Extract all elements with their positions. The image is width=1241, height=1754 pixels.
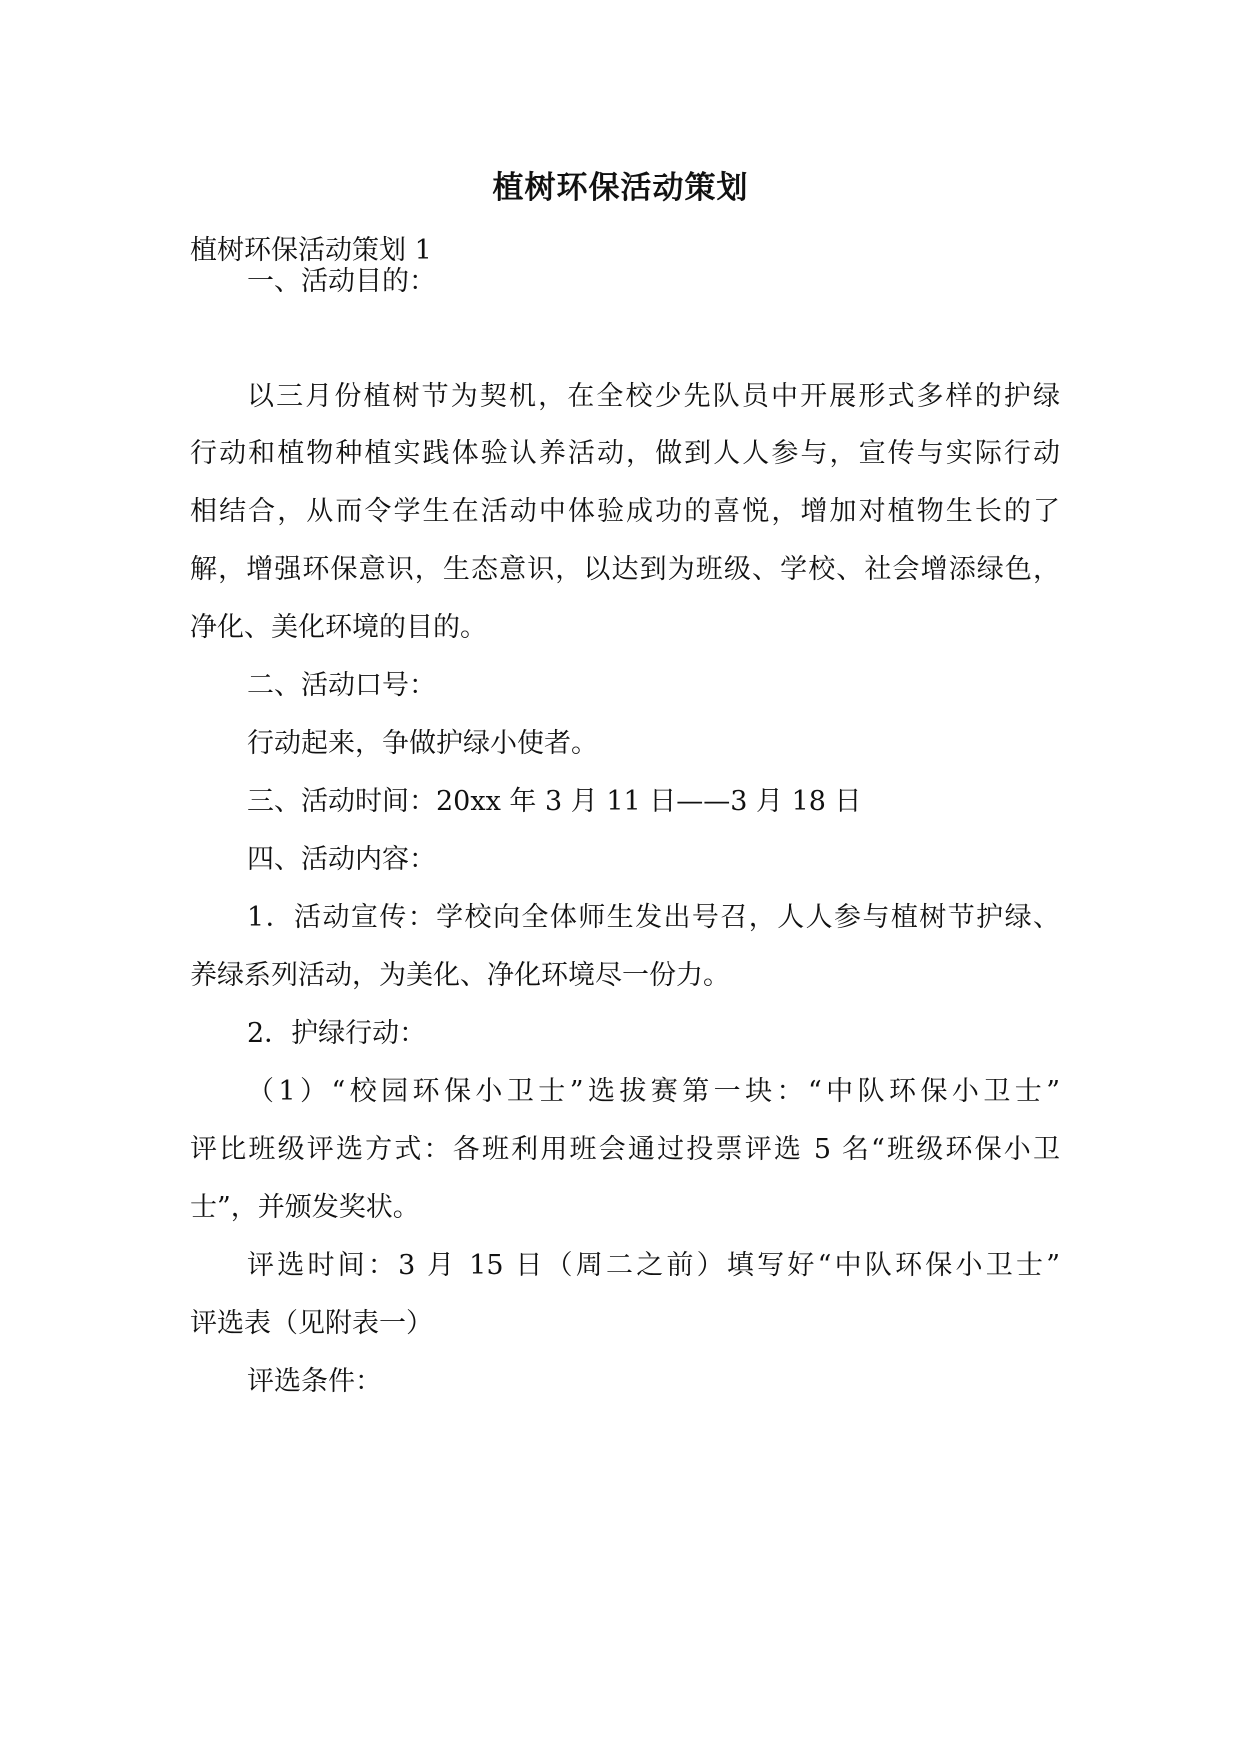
- paragraph-line: 评选时间：3 月 15 日（周二之前）填写好“中队环保小卫士”: [247, 1250, 1060, 1281]
- paragraph-line: 四、活动内容：: [247, 844, 436, 875]
- paragraph-line: 一、活动目的：: [247, 266, 436, 297]
- paragraph-line: （1）“校园环保小卫士”选拔赛第一块：“中队环保小卫士”: [247, 1076, 1060, 1107]
- paragraph-line: 1．活动宣传：学校向全体师生发出号召，人人参与植树节护绿、: [247, 902, 1060, 933]
- paragraph-line: 以三月份植树节为契机，在全校少先队员中开展形式多样的护绿: [247, 381, 1060, 412]
- paragraph-line: 行动起来，争做护绿小使者。: [247, 728, 598, 759]
- paragraph-line: 士”，并颁发奖状。: [190, 1192, 420, 1223]
- paragraph-line: 相结合，从而令学生在活动中体验成功的喜悦，增加对植物生长的了: [190, 496, 1060, 527]
- section-heading: 植树环保活动策划 1: [190, 235, 432, 266]
- paragraph-line: 评比班级评选方式：各班利用班会通过投票评选 5 名“班级环保小卫: [190, 1134, 1060, 1165]
- paragraph-line: 二、活动口号：: [247, 670, 436, 701]
- paragraph-line: 净化、美化环境的目的。: [190, 612, 487, 643]
- paragraph-line: 解，增强环保意识，生态意识，以达到为班级、学校、社会增添绿色，: [190, 554, 1060, 585]
- paragraph-line: 养绿系列活动，为美化、净化环境尽一份力。: [190, 960, 730, 991]
- document-title: 植树环保活动策划: [492, 170, 749, 206]
- paragraph-line: 三、活动时间：20xx 年 3 月 11 日——3 月 18 日: [247, 786, 862, 817]
- paragraph-line: 评选条件：: [247, 1366, 382, 1397]
- paragraph-line: 评选表（见附表一）: [190, 1308, 433, 1339]
- paragraph-line: 2．护绿行动：: [247, 1018, 427, 1049]
- paragraph-line: 行动和植物种植实践体验认养活动，做到人人参与，宣传与实际行动: [190, 438, 1060, 469]
